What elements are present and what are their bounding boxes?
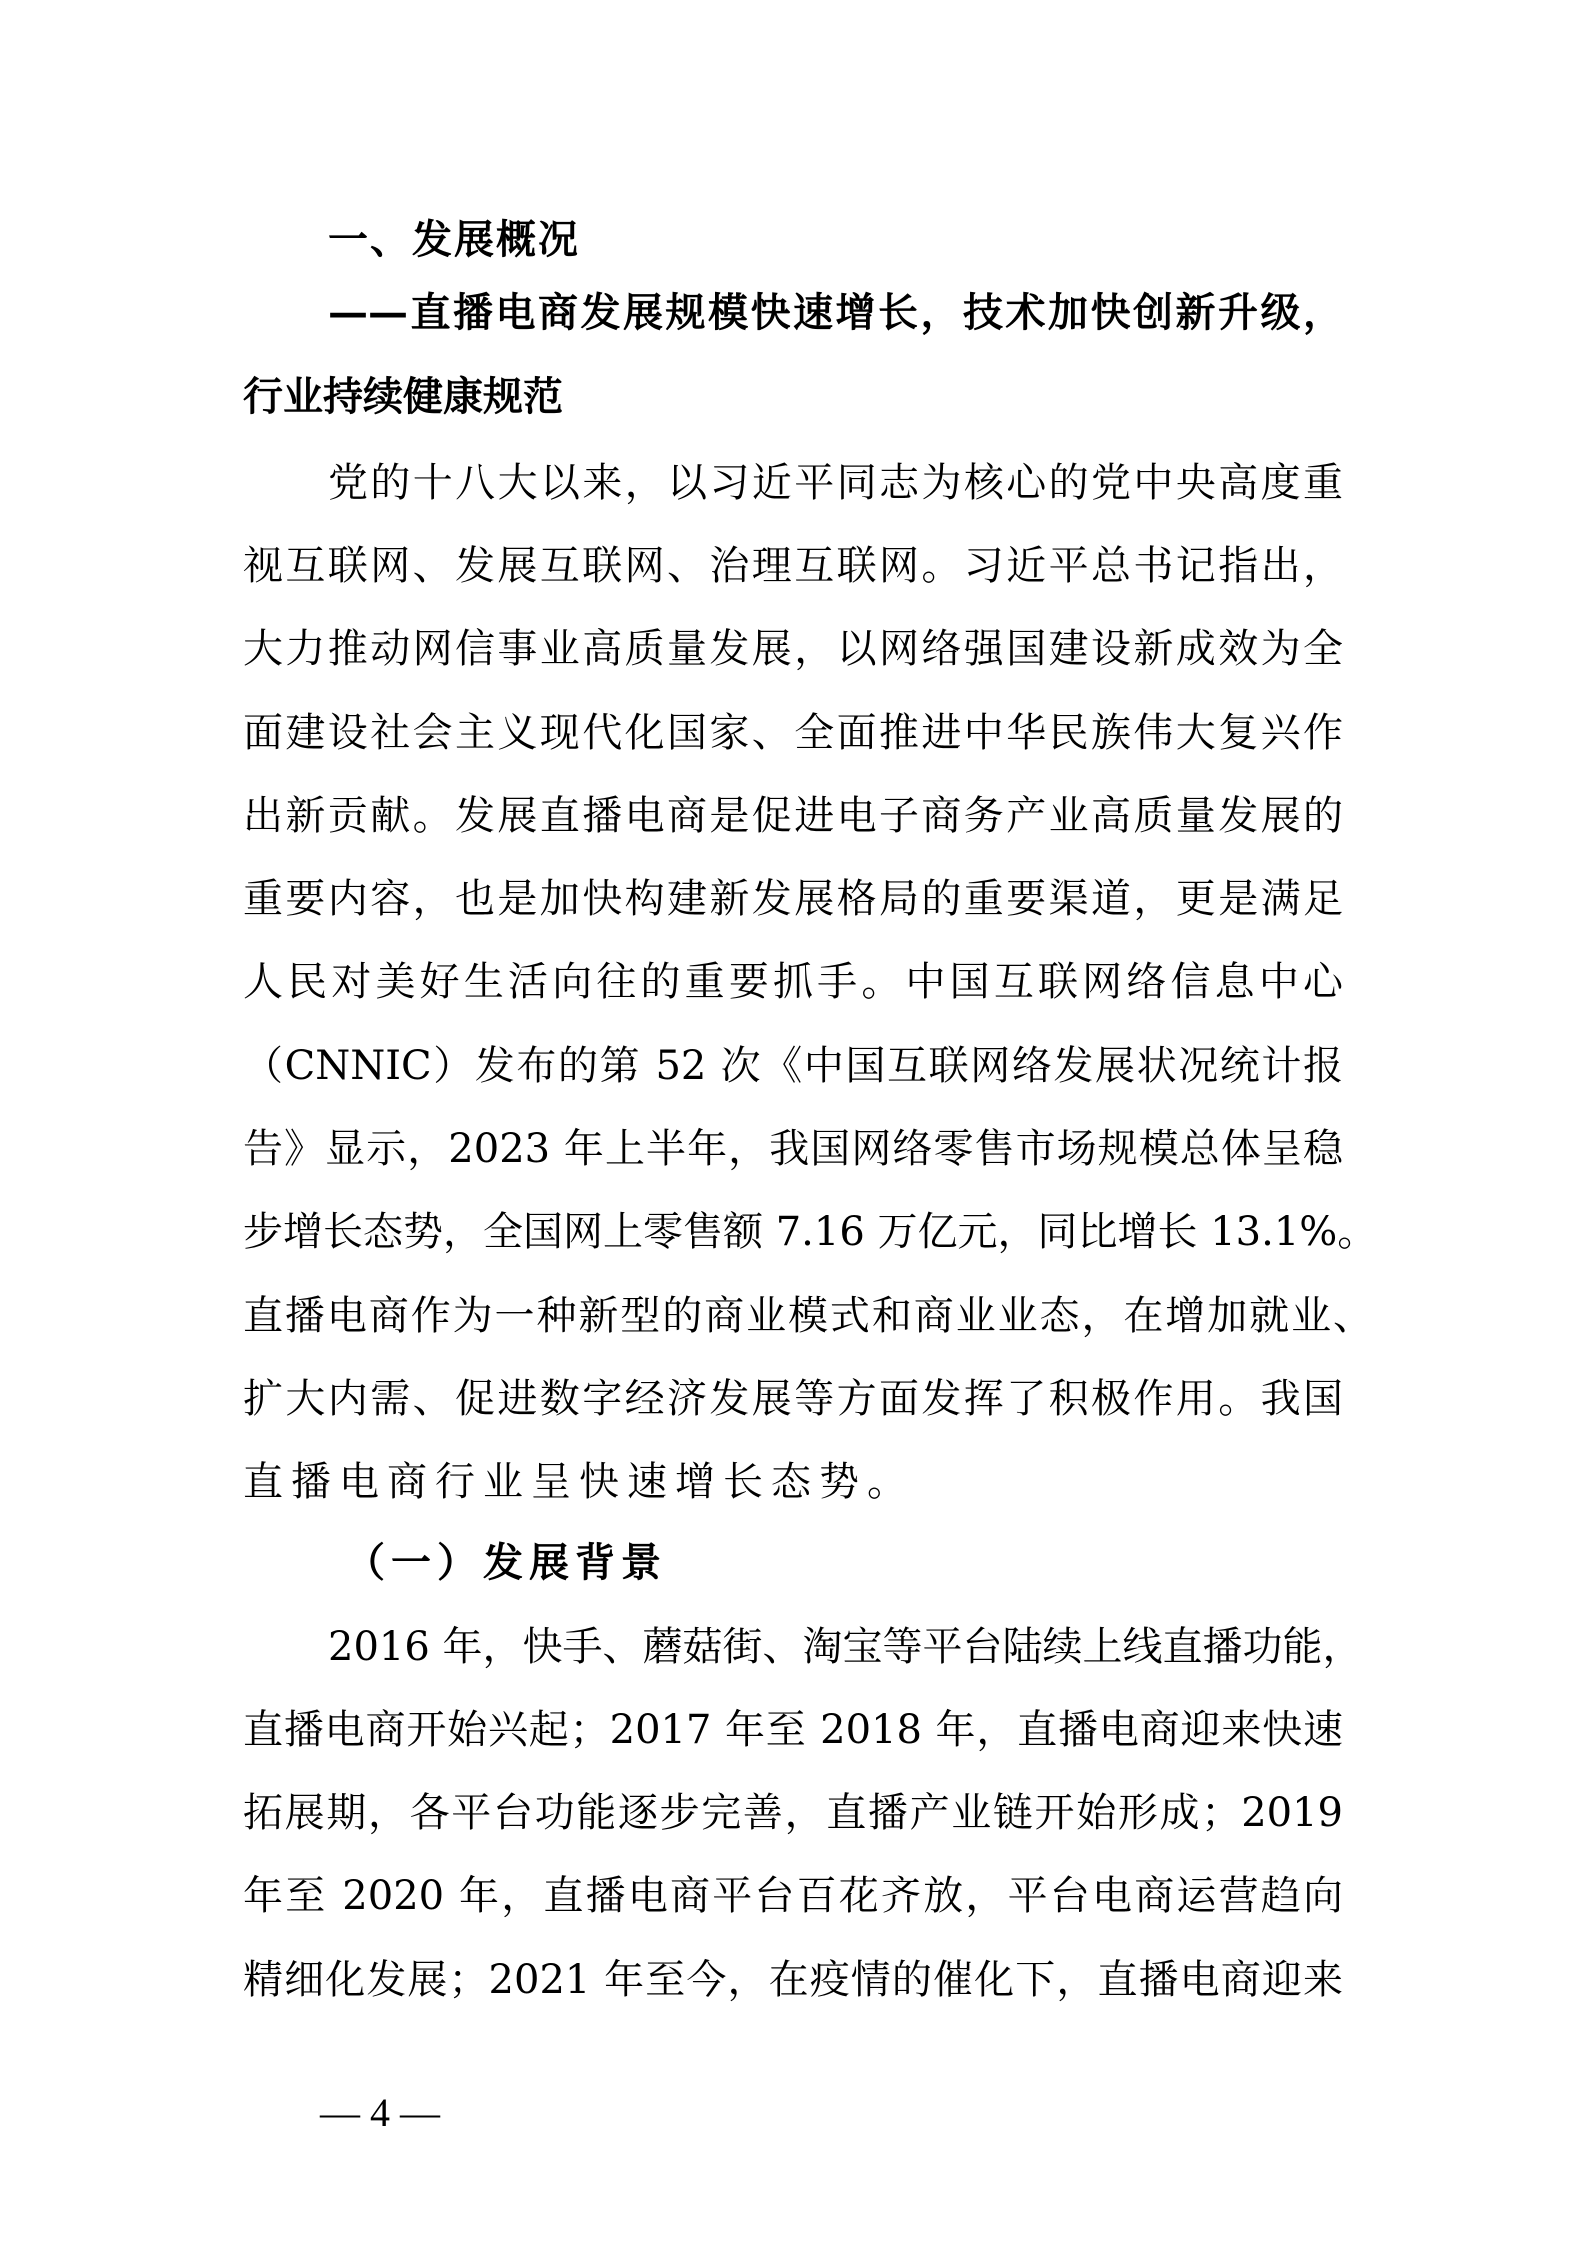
paragraph-1-line-12: 扩大内需、促进数字经济发展等方面发挥了积极作用。我国	[243, 1376, 1343, 1422]
paragraph-2-line-3: 拓展期，各平台功能逐步完善，直播产业链开始形成；2019	[243, 1790, 1343, 1836]
section-subheading-line-2: 行业持续健康规范	[243, 373, 563, 420]
paragraph-1-line-8: （CNNIC）发布的第 52 次《中国互联网络发展状况统计报	[243, 1043, 1343, 1089]
paragraph-1-line-11: 直播电商作为一种新型的商业模式和商业业态，在增加就业、	[243, 1293, 1373, 1339]
paragraph-1-line-3: 大力推动网信事业高质量发展，以网络强国建设新成效为全	[243, 626, 1343, 672]
paragraph-1-line-1: 党的十八大以来，以习近平同志为核心的党中央高度重	[328, 460, 1343, 506]
page-number: — 4 —	[320, 2090, 440, 2135]
subsection-heading: （一）发展背景	[345, 1539, 667, 1586]
paragraph-1-line-2: 视互联网、发展互联网、治理互联网。习近平总书记指出，	[243, 543, 1343, 589]
paragraph-1-line-5: 出新贡献。发展直播电商是促进电子商务产业高质量发展的	[243, 793, 1343, 839]
paragraph-1-line-13: 直播电商行业呈快速增长态势。	[243, 1459, 915, 1505]
section-subheading-line-1: ——直播电商发展规模快速增长，技术加快创新升级，	[328, 289, 1343, 336]
section-heading: 一、发展概况	[328, 217, 580, 263]
paragraph-2-line-4: 年至 2020 年，直播电商平台百花齐放，平台电商运营趋向	[243, 1873, 1343, 1919]
paragraph-2-line-1: 2016 年，快手、蘑菇街、淘宝等平台陆续上线直播功能，	[328, 1624, 1363, 1670]
paragraph-1-line-6: 重要内容，也是加快构建新发展格局的重要渠道，更是满足	[243, 876, 1343, 922]
paragraph-2-line-2: 直播电商开始兴起；2017 年至 2018 年，直播电商迎来快速	[243, 1707, 1343, 1753]
paragraph-2-line-5: 精细化发展；2021 年至今，在疫情的催化下，直播电商迎来	[243, 1957, 1343, 2003]
paragraph-1-line-7: 人民对美好生活向往的重要抓手。中国互联网络信息中心	[243, 959, 1343, 1005]
paragraph-1-line-4: 面建设社会主义现代化国家、全面推进中华民族伟大复兴作	[243, 710, 1343, 756]
paragraph-1-line-9: 告》显示，2023 年上半年，我国网络零售市场规模总体呈稳	[243, 1126, 1343, 1172]
paragraph-1-line-10: 步增长态势，全国网上零售额 7.16 万亿元，同比增长 13.1%。	[243, 1209, 1378, 1255]
